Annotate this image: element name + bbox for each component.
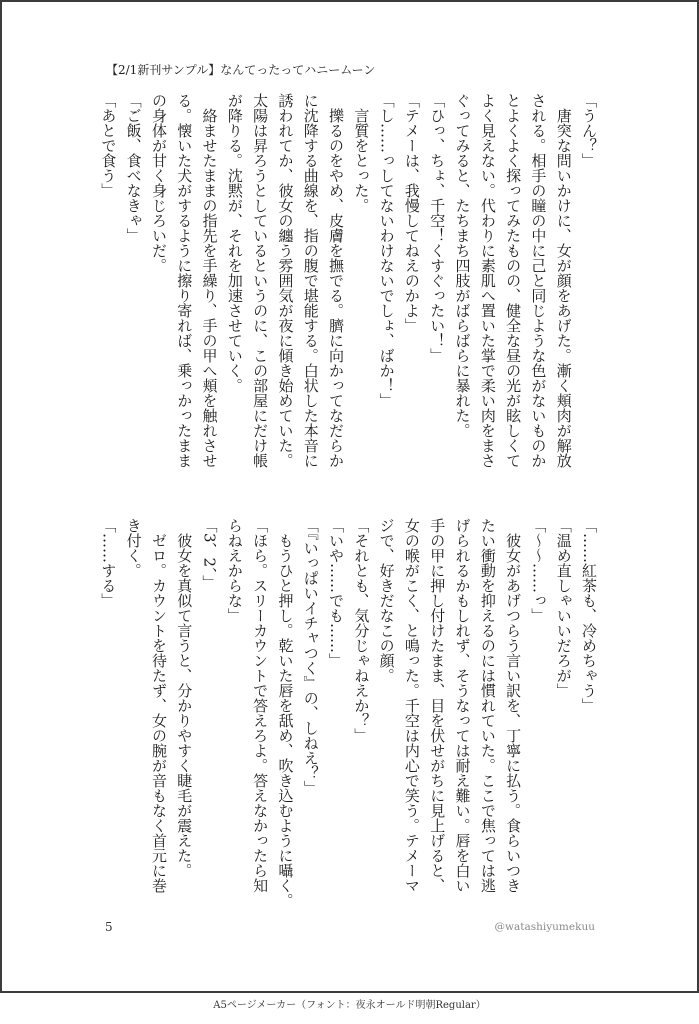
text-column: ゼロ。カウントを待たず、女の腕が音もなく首元に巻 <box>149 518 168 893</box>
text-column: 「『いっぱいイチャつく』の、しねえ？」 <box>301 518 320 796</box>
text-column: 「し……っしてないわけないでしょ、ばか！」 <box>377 93 396 408</box>
generator-caption: A5ページメーカー（フォント：夜永オールド明朝Regular） <box>213 1000 486 1011</box>
text-block-bottom <box>95 518 601 908</box>
text-column: 彼女を真似て言うと、分かりやすく睫毛が震えた。 <box>175 518 194 878</box>
text-column: 彼女があげつらう言い訳を、丁寧に払う。食らいつき <box>504 518 523 893</box>
text-column: 誘われてか、彼女の纏う雰囲気が夜に傾き始めていた。 <box>276 93 295 468</box>
text-column: ジで、好きだなこの顔。 <box>377 518 396 683</box>
text-column: き付く。 <box>124 518 143 578</box>
text-column: 「ひっ、ちょ、千空！くすぐったい！」 <box>428 93 447 363</box>
text-column: 「ご飯、食べなきゃ」 <box>124 93 143 243</box>
text-column: げられるかもしれず、そうなっては耐え難い。唇を白い <box>453 518 472 893</box>
text-column: 女の喉がこく、と鳴った。千空は内心で笑う。テメーマ <box>402 518 421 893</box>
text-column: 「それとも、気分じゃねえか？」 <box>352 518 371 743</box>
text-column: 「ほら。スリーカウントで答えろよ。答えなかったら知 <box>251 518 270 893</box>
text-column: 言質をとった。 <box>352 93 371 213</box>
text-column: される。相手の瞳の中に己と同じような色がないものか <box>529 93 548 468</box>
text-column: よく見えない。代わりに素肌へ置いた掌で柔い肉をまさ <box>478 93 497 468</box>
text-column: らねえからな」 <box>225 518 244 623</box>
text-column: 擽るのをやめ、皮膚を撫でる。臍に向かってなだらか <box>327 93 346 468</box>
text-block-top <box>95 93 601 473</box>
page-number: 5 <box>105 920 113 934</box>
page-header-title: 【2/1新刊サンプル】なんてったってハニームーン <box>106 63 376 77</box>
text-column: たい衝動を抑えるのには慣れていた。ここで焦っては逃 <box>478 518 497 893</box>
text-column: 絡ませたままの指先を手繰り、手の甲へ頬を触れさせ <box>200 93 219 468</box>
text-column: 「3、2、」 <box>200 518 219 590</box>
text-column: 「……紅茶も、冷めちゃう」 <box>580 518 598 713</box>
text-column: 「〜〜……っ」 <box>529 518 548 623</box>
text-column: 手の甲に押し付けたまま、目を伏せがちに見上げると、 <box>428 518 447 893</box>
text-column: 唐突な問いかけに、女が顔をあげた。漸く頬肉が解放 <box>554 93 573 468</box>
text-column: とよくよく探ってみたものの、健全な昼の光が眩しくて <box>504 93 523 468</box>
text-column: 「いや……でも……」 <box>327 518 346 668</box>
text-column: 太陽は昇ろうとしているというのに、この部屋にだけ帳 <box>251 93 270 468</box>
text-column: 「温め直しゃいいだろが」 <box>554 518 573 698</box>
text-column: 「テメーは、我慢してねえのかよ」 <box>402 93 421 333</box>
text-column: 「……する」 <box>99 518 118 608</box>
text-column: もうひと押し。乾いた唇を舐め、吹き込むように囁く。 <box>276 518 295 908</box>
text-column: の身体が甘く身じろいだ。 <box>149 93 168 273</box>
text-column: 「うん？」 <box>580 93 598 168</box>
author-handle: @watashiyumekuu <box>494 921 595 933</box>
text-column: ぐってみると、たちまち四肢がばらばらに暴れた。 <box>453 93 472 438</box>
text-column: が降りる。沈黙が、それを加速させていく。 <box>225 93 244 393</box>
text-column: 「あとで食う」 <box>99 93 118 198</box>
text-column: る。懐いた犬がするように擦り寄れば、乗っかったまま <box>175 93 194 468</box>
text-column: に沈降する曲線を、指の腹で堪能する。白状した本音に <box>301 93 320 468</box>
